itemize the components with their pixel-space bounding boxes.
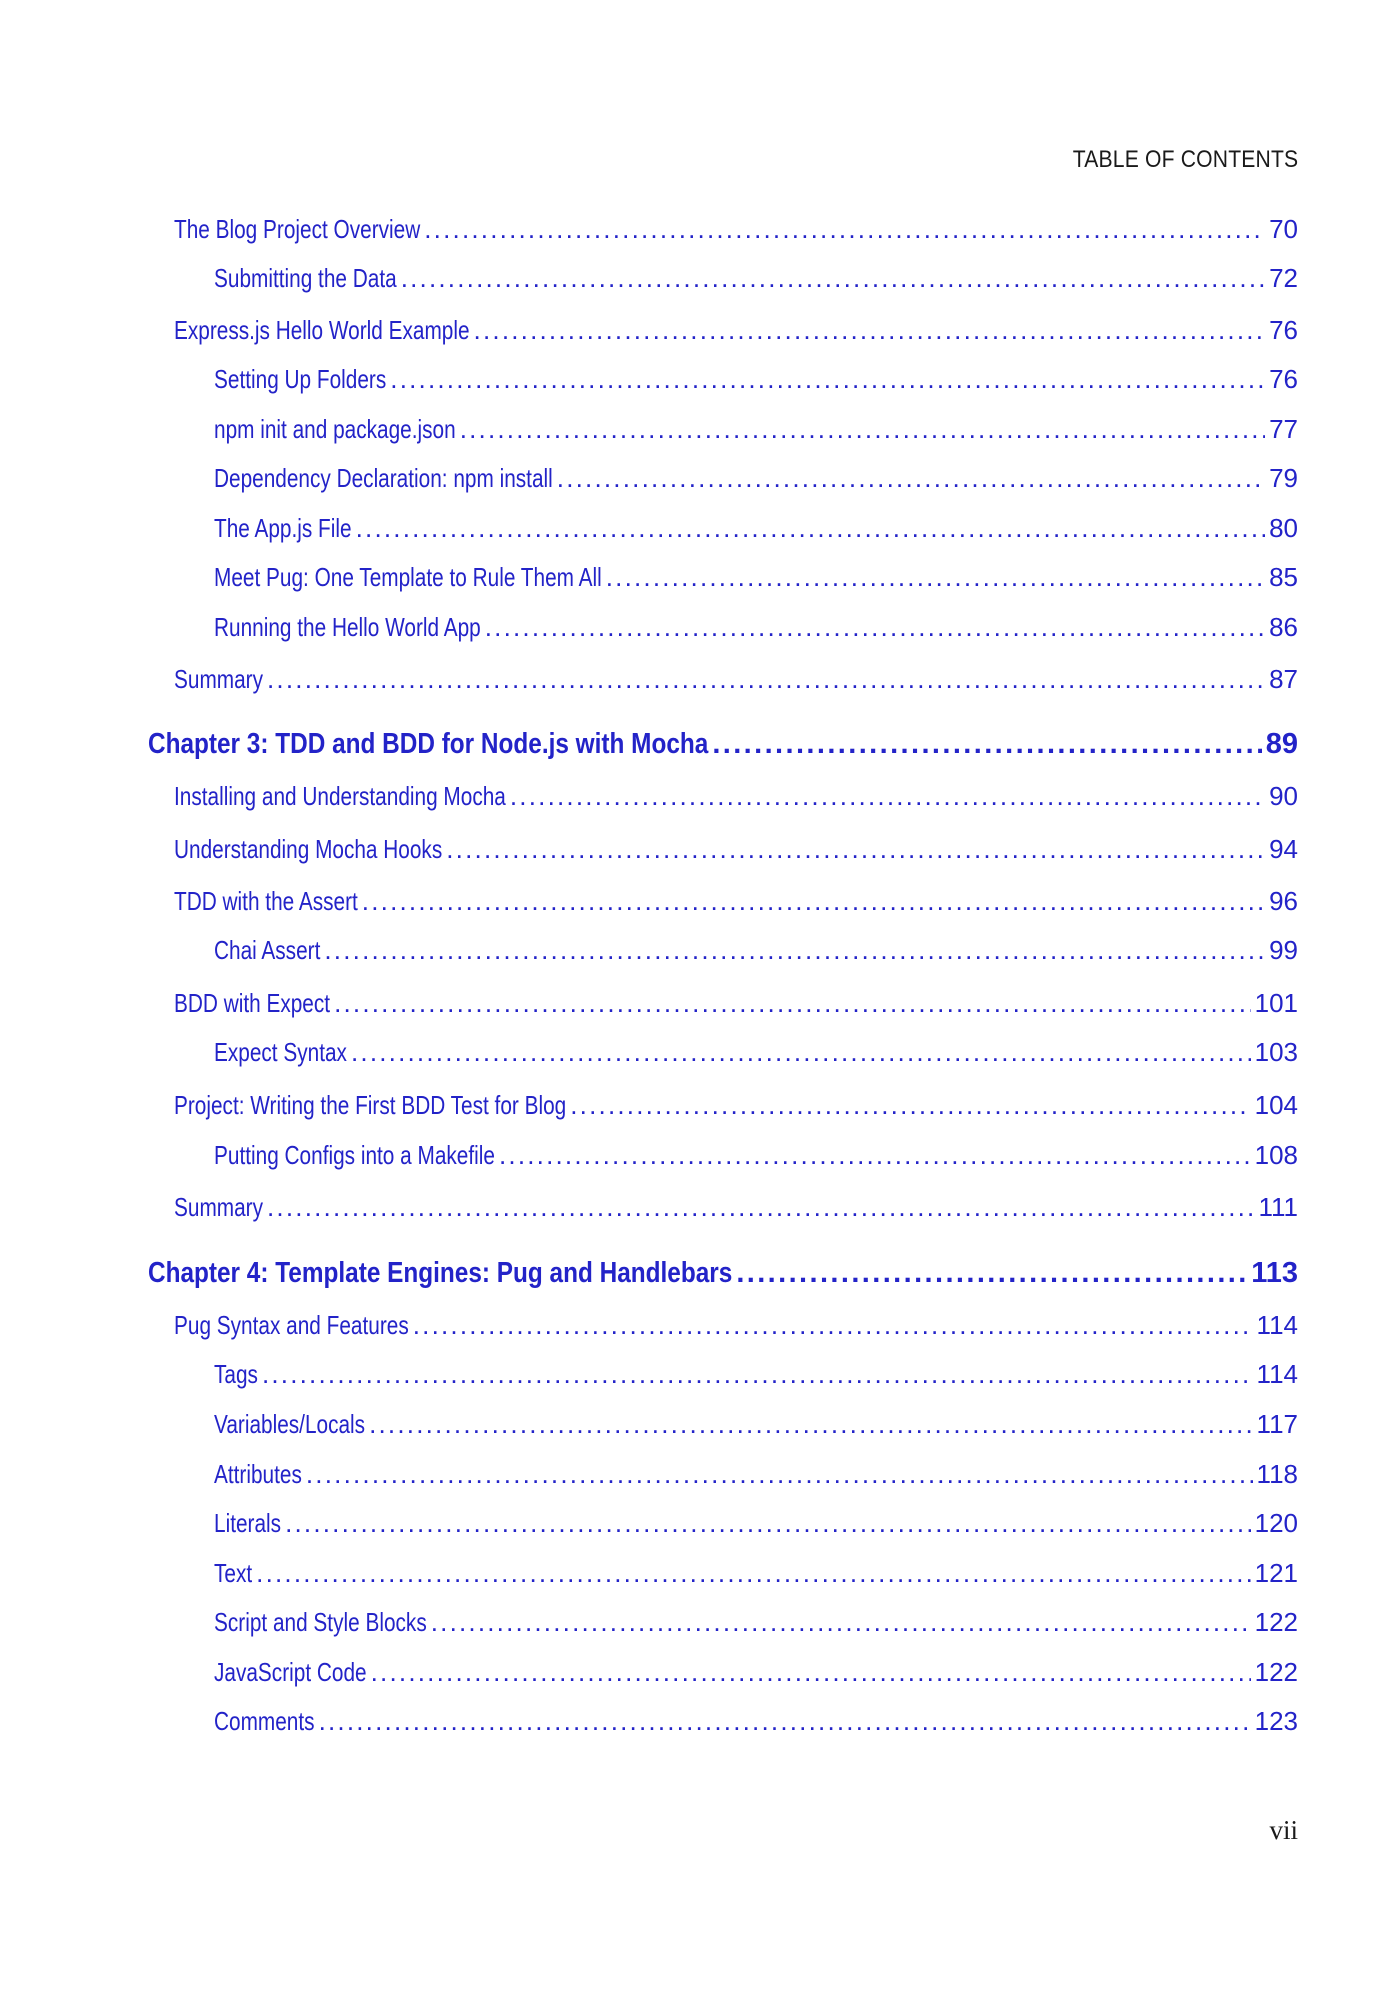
- toc-entry[interactable]: [214, 1140, 1298, 1171]
- toc-entry[interactable]: [214, 1037, 1298, 1068]
- toc-entry-page-number: 70: [1269, 214, 1298, 244]
- dot-leader: [485, 612, 1265, 643]
- toc-entry-title: Installing and Understanding Mocha: [174, 781, 506, 811]
- toc-entry-page-number: 99: [1269, 935, 1298, 965]
- dot-leader: [510, 781, 1265, 812]
- dot-leader: [413, 1310, 1253, 1341]
- toc-chapter-entry[interactable]: [148, 728, 1298, 761]
- dot-leader: [356, 513, 1265, 544]
- toc-entry-title: Running the Hello World App: [214, 612, 481, 642]
- toc-entry[interactable]: [174, 1192, 1298, 1223]
- toc-entry-title: Attributes: [214, 1459, 302, 1489]
- toc-entry[interactable]: [174, 214, 1298, 245]
- toc-entry-page-number: 101: [1254, 988, 1298, 1018]
- toc-entry-title: Literals: [214, 1508, 282, 1538]
- toc-entry-title: Submitting the Data: [214, 263, 397, 293]
- toc-entry-page-number: 80: [1269, 513, 1298, 543]
- dot-leader: [371, 1657, 1251, 1688]
- toc-entry-title: Expect Syntax: [214, 1037, 347, 1067]
- dot-leader: [460, 414, 1265, 445]
- toc-entry-title: JavaScript Code: [214, 1657, 367, 1687]
- toc-entry-title: The Blog Project Overview: [174, 214, 421, 244]
- dot-leader: [431, 1607, 1251, 1638]
- dot-leader: [319, 1706, 1251, 1737]
- dot-leader: [285, 1508, 1251, 1539]
- dot-leader: [256, 1558, 1250, 1589]
- toc-entry-page-number: 123: [1254, 1706, 1298, 1736]
- toc-entry[interactable]: [214, 463, 1298, 494]
- toc-entry-page-number: 86: [1269, 612, 1298, 642]
- dot-leader: [267, 664, 1265, 695]
- toc-entry-title: Putting Configs into a Makefile: [214, 1140, 495, 1170]
- dot-leader: [499, 1140, 1251, 1171]
- toc-entry-page-number: 104: [1254, 1090, 1298, 1120]
- toc-entry-page-number: 77: [1269, 414, 1298, 444]
- toc-entry-title: Tags: [214, 1359, 258, 1389]
- toc-entry-title: Understanding Mocha Hooks: [174, 834, 443, 864]
- toc-entry[interactable]: [214, 935, 1298, 966]
- page-folio: vii: [1269, 1815, 1298, 1845]
- toc-entry[interactable]: [174, 664, 1298, 695]
- toc-entry-page-number: 96: [1269, 886, 1298, 916]
- dot-leader: [736, 1257, 1247, 1290]
- toc-entry-title: Setting Up Folders: [214, 364, 387, 394]
- toc-entry-page-number: 72: [1269, 263, 1298, 293]
- toc-entry[interactable]: [174, 886, 1298, 917]
- toc-entry-page-number: 114: [1256, 1359, 1298, 1389]
- toc-entry-page-number: 85: [1269, 562, 1298, 592]
- toc-entry-page-number: 90: [1269, 781, 1298, 811]
- toc-entry[interactable]: [214, 263, 1298, 294]
- toc-entry[interactable]: [214, 513, 1298, 544]
- toc-entry[interactable]: [174, 315, 1298, 346]
- toc-entry[interactable]: [214, 1359, 1298, 1390]
- toc-entry-title: Express.js Hello World Example: [174, 315, 470, 345]
- toc-entry-title: Chai Assert: [214, 935, 321, 965]
- toc-entry[interactable]: [214, 1459, 1298, 1490]
- dot-leader: [557, 463, 1265, 494]
- toc-entry-title: Script and Style Blocks: [214, 1607, 427, 1637]
- toc-entry-page-number: 121: [1254, 1558, 1298, 1588]
- toc-chapter-entry[interactable]: [148, 1257, 1298, 1290]
- dot-leader: [570, 1090, 1250, 1121]
- running-head: TABLE OF CONTENTS: [1072, 146, 1298, 173]
- dot-leader: [401, 263, 1265, 294]
- toc-entry-title: Comments: [214, 1706, 315, 1736]
- toc-entry[interactable]: [174, 834, 1298, 865]
- dot-leader: [351, 1037, 1251, 1068]
- toc-entry-page-number: 118: [1256, 1459, 1298, 1489]
- toc-entry[interactable]: [214, 1558, 1298, 1589]
- toc-entry-title: Project: Writing the First BDD Test for Blog: [174, 1090, 567, 1120]
- toc-entry[interactable]: [214, 1607, 1298, 1638]
- toc-entry[interactable]: [214, 1657, 1298, 1688]
- toc-entry-page-number: 122: [1254, 1657, 1298, 1687]
- toc-entry[interactable]: [214, 612, 1298, 643]
- dot-leader: [362, 886, 1265, 917]
- toc-entry-title: TDD with the Assert: [174, 886, 358, 916]
- dot-leader: [306, 1459, 1253, 1490]
- toc-entry-title: Text: [214, 1558, 253, 1588]
- dot-leader: [369, 1409, 1252, 1440]
- dot-leader: [606, 562, 1265, 593]
- toc-entry-title: BDD with Expect: [174, 988, 331, 1018]
- toc-entry-title: Summary: [174, 1192, 263, 1222]
- toc-entry-page-number: 111: [1258, 1192, 1298, 1222]
- toc-entry[interactable]: [214, 1409, 1298, 1440]
- dot-leader: [712, 728, 1261, 761]
- dot-leader: [267, 1192, 1254, 1223]
- toc-entry-title: Dependency Declaration: npm install: [214, 463, 553, 493]
- dot-leader: [324, 935, 1265, 966]
- toc-entry-title: Chapter 4: Template Engines: Pug and Handlebars: [148, 1257, 733, 1289]
- toc-entry-title: Variables/Locals: [214, 1409, 366, 1439]
- toc-entry-page-number: 94: [1269, 834, 1298, 864]
- toc-entry[interactable]: [174, 781, 1298, 812]
- toc-entry-page-number: 114: [1256, 1310, 1298, 1340]
- toc-entry[interactable]: [174, 988, 1298, 1019]
- toc-entry[interactable]: [174, 1310, 1298, 1341]
- toc-entry-page-number: 120: [1254, 1508, 1298, 1538]
- toc-entry-title: Pug Syntax and Features: [174, 1310, 409, 1340]
- toc-entry-title: Meet Pug: One Template to Rule Them All: [214, 562, 602, 592]
- toc-entry-page-number: 103: [1254, 1037, 1298, 1067]
- toc-entry-title: npm init and package.json: [214, 414, 456, 444]
- dot-leader: [390, 364, 1265, 395]
- dot-leader: [474, 315, 1266, 346]
- toc-entry[interactable]: [214, 364, 1298, 395]
- toc-entry-page-number: 117: [1256, 1409, 1298, 1439]
- toc-entry[interactable]: [214, 562, 1298, 593]
- toc-entry-page-number: 76: [1269, 364, 1298, 394]
- toc-entry-page-number: 87: [1269, 664, 1298, 694]
- toc-entry-page-number: 108: [1254, 1140, 1298, 1170]
- toc-entry-page-number: 122: [1254, 1607, 1298, 1637]
- toc-entry-title: Summary: [174, 664, 263, 694]
- toc-entry-title: The App.js File: [214, 513, 352, 543]
- dot-leader: [262, 1359, 1253, 1390]
- toc-entry[interactable]: [214, 1508, 1298, 1539]
- toc-entry-title: Chapter 3: TDD and BDD for Node.js with Mocha: [148, 728, 709, 760]
- dot-leader: [446, 834, 1265, 865]
- toc-entry-page-number: 76: [1269, 315, 1298, 345]
- toc-entry[interactable]: [174, 1090, 1298, 1121]
- toc-entry[interactable]: [214, 414, 1298, 445]
- toc-entry-page-number: 113: [1251, 1257, 1298, 1289]
- dot-leader: [424, 214, 1265, 245]
- toc-entry-page-number: 89: [1265, 728, 1298, 760]
- toc-entry[interactable]: [214, 1706, 1298, 1737]
- toc-entry-page-number: 79: [1269, 463, 1298, 493]
- dot-leader: [334, 988, 1251, 1019]
